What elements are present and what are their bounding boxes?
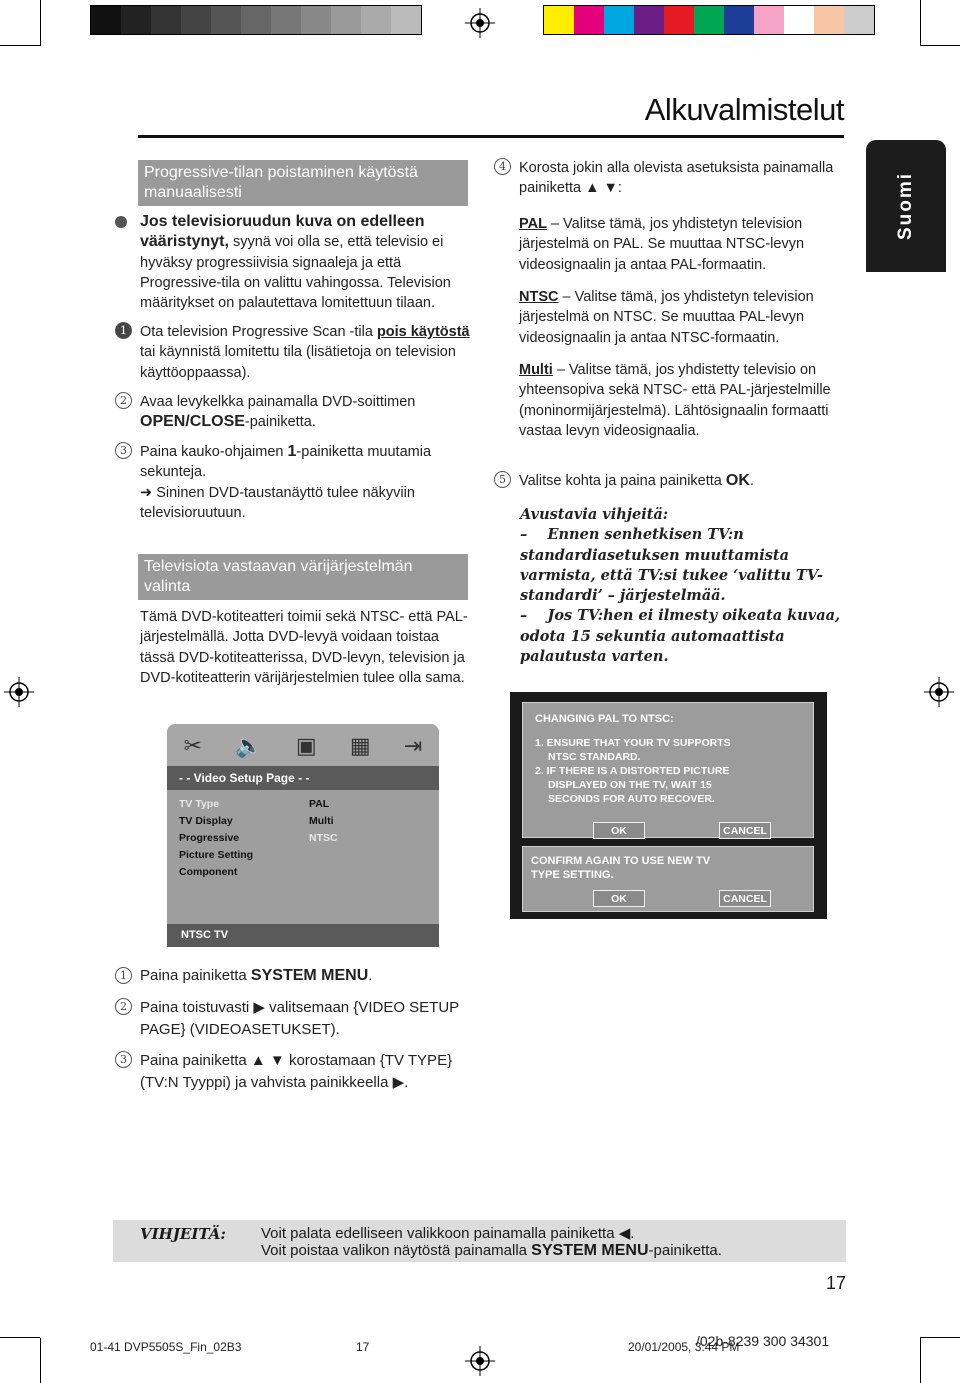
tip-2-text: Jos TV:hen ei ilmesty oikeata kuvaa, odota 15 sekuntia automaattista palautusta varten. — [520, 607, 841, 666]
step-2-icon: 2 — [115, 998, 132, 1015]
hints-line-2-text: Voit poistaa valikon näytöstä painamalla — [261, 1242, 532, 1259]
pal-text: – Valitse tämä, jos yhdistetyn television järjestelmä on PAL. Se muuttaa NTSC-levyn videosignaalin ja antaa PAL-formaatin. — [519, 216, 805, 273]
registration-mark-icon — [465, 8, 495, 38]
step-2-icon: 2 — [115, 392, 132, 409]
dialog-cancel-button[interactable]: CANCEL — [719, 822, 771, 839]
general-setup-tools-icon[interactable]: ✂ — [183, 733, 203, 758]
arrow-right-icon: ➜ — [140, 484, 157, 501]
step5-paragraph — [519, 471, 849, 491]
menu-value-pal[interactable]: PAL — [309, 798, 330, 810]
grayscale-color-bar — [90, 5, 422, 35]
bullet-icon — [115, 216, 127, 228]
language-tab-label: Suomi — [895, 171, 916, 241]
step2-text: Avaa levykelkka painamalla DVD-soittimen — [140, 394, 416, 410]
multi-option — [519, 360, 849, 441]
footer-filename: 01-41 DVP5505S_Fin_02B3 — [90, 1340, 242, 1354]
tips-title: Avustavia vihjeitä: — [520, 506, 669, 523]
step-1-icon: 1 — [115, 967, 132, 984]
step3-text: Paina kauko-ohjaimen — [140, 444, 288, 460]
menu-icon-row — [167, 724, 439, 768]
footer-code: /02b-8239 300 34301 — [696, 1333, 830, 1349]
dialog-line-2b: DISPLAYED ON THE TV, WAIT 15 — [548, 779, 712, 791]
page-title: Alkuvalmistelut — [644, 92, 844, 127]
step3-key: 1 — [287, 443, 297, 460]
bottom-step1-key: SYSTEM MENU — [250, 967, 369, 984]
cmyk-color-bar — [543, 5, 875, 35]
bullet-paragraph — [140, 212, 470, 313]
step5-text: Valitse kohta ja paina painiketta — [519, 473, 726, 489]
tips-box — [520, 505, 850, 667]
hints-line-1: Voit palata edelliseen valikkoon painamalla painiketta ◀. — [261, 1225, 635, 1242]
menu-item-tv-type[interactable]: TV Type — [179, 798, 220, 810]
exit-icon[interactable]: ⇥ — [403, 733, 423, 758]
ntsc-key: NTSC — [519, 289, 559, 305]
confirm-ok-button[interactable]: OK — [593, 890, 645, 907]
tip-2: – Jos TV:hen ei ilmesty oikeata kuvaa, odota 15 sekuntia automaattista palautusta varten. — [520, 607, 841, 666]
bottom-step3: Paina painiketta ▲ ▼ korostamaan {TV TYPE} (TV:N Tyyppi) ja vahvista painikkeella ▶. — [140, 1052, 453, 1091]
step1-key: pois käytöstä — [376, 324, 470, 340]
menu-item-component[interactable]: Component — [179, 866, 238, 878]
setup-menu-list — [167, 790, 439, 924]
page-number: 17 — [825, 1273, 846, 1293]
menu-value-ntsc[interactable]: NTSC — [309, 832, 338, 844]
menu-item-progressive[interactable]: Progressive — [179, 832, 240, 844]
ntsc-option — [519, 287, 849, 348]
section-heading-progressive: Progressive-tilan poistaminen käytöstä manuaalisesti — [138, 160, 468, 206]
step2-paragraph — [140, 392, 470, 433]
dialog-line-1: 1. ENSURE THAT YOUR TV SUPPORTS — [535, 737, 731, 749]
confirm-line-1: CONFIRM AGAIN TO USE NEW TV — [531, 855, 711, 867]
step2-key: OPEN/CLOSE — [140, 413, 245, 431]
bullet-text: syynä voi olla se, että televisio ei hyväksy progressiivisia signaaleja ja että Progressive-tila on valittu vahingossa. Television määritykset on palautettava lomitettuun tilaan. — [140, 234, 451, 312]
ntsc-text: – Valitse tämä, jos yhdistetyn television järjestelmä on NTSC. Se muuttaa PAL-levyn videosignaalin ja antaa NTSC-formaatin. — [519, 289, 814, 346]
dialog-line-2c: SECONDS FOR AUTO RECOVER. — [548, 793, 715, 805]
dialog-panel-changing — [522, 702, 814, 838]
menu-item-tv-display[interactable]: TV Display — [179, 815, 233, 827]
video-setup-page-bar: - - Video Setup Page - - — [167, 766, 439, 790]
pal-option — [519, 214, 849, 275]
bottom-step2: Paina toistuvasti ▶ valitsemaan {VIDEO SETUP PAGE} (VIDEOASETUKSET). — [140, 999, 459, 1038]
registration-mark-icon — [4, 677, 34, 707]
menu-status-footer: NTSC TV — [167, 924, 439, 947]
audio-speaker-icon[interactable]: 🔈 — [235, 733, 263, 758]
title-rule — [138, 135, 844, 138]
step1-paragraph — [140, 322, 470, 383]
dialog-title: CHANGING PAL TO NTSC: — [535, 713, 674, 725]
bottom-step1 — [140, 966, 470, 986]
footer-page: 17 — [356, 1340, 370, 1354]
bottom-step1-post: . — [368, 967, 373, 984]
hints-line-2-post: -painiketta. — [648, 1242, 722, 1259]
footer-date: 20/01/2005, 3:44 PM — [628, 1340, 740, 1354]
hints-line-2-key: SYSTEM MENU — [531, 1242, 649, 1259]
confirm-line-2: TYPE SETTING. — [531, 869, 614, 881]
step2-text-post: -painiketta. — [244, 414, 316, 431]
step-3-icon: 3 — [115, 442, 132, 459]
pal-key: PAL — [519, 216, 547, 232]
registration-mark-icon — [924, 677, 954, 707]
step-5-icon: 5 — [494, 471, 511, 488]
dialog-panel-confirm — [522, 846, 814, 912]
step4-text: Korosta jokin alla olevista asetuksista painamalla painiketta ▲ ▼: — [519, 160, 834, 197]
step3-result: Sininen DVD-taustanäyttö tulee näkyviin televisioruutuun. — [140, 484, 415, 521]
step-4-icon: 4 — [494, 158, 511, 175]
hints-line-2 — [261, 1242, 722, 1260]
video-setup-menu — [167, 724, 439, 947]
multi-key: Multi — [519, 362, 553, 378]
section-heading-color-system: Televisiota vastaavan värijärjestelmän valinta — [138, 554, 468, 600]
step5-post: . — [749, 473, 754, 489]
preference-icon[interactable]: ▦ — [349, 733, 371, 758]
tip-1: – Ennen senhetkisen TV:n standardiasetuksen muuttamista varmista, että TV:si tukee ‘valittu TV-standardi’ – järjestelmää. — [520, 526, 824, 605]
dialog-line-1b: NTSC STANDARD. — [548, 751, 641, 763]
tip-1-text: Ennen senhetkisen TV:n standardiasetuksen muuttamista varmista, että TV:si tukee ‘valittu TV-standardi’ – järjestelmää. — [520, 526, 824, 605]
dialog-ok-button[interactable]: OK — [593, 822, 645, 839]
step3-paragraph — [140, 442, 470, 523]
menu-value-multi[interactable]: Multi — [309, 815, 334, 827]
step1-text-post: tai käynnistä lomitettu tila (lisätietoja on television käyttöoppaassa). — [140, 344, 456, 381]
hints-label: VIHJEITÄ: — [140, 1225, 226, 1243]
registration-mark-icon — [465, 1346, 495, 1376]
multi-text: – Valitse tämä, jos yhdistetty televisio on yhteensopiva sekä NTSC- että PAL-järjestelmille (moninormijärjestelmä). Lähtösignaalin formaatti vastaa levyn videosignaalia. — [519, 362, 831, 439]
step-1-icon: 1 — [115, 322, 132, 339]
bullet-bold-text: Jos televisioruudun kuva on edelleen vääristynyt, — [140, 213, 425, 251]
hints-bar — [113, 1220, 846, 1262]
language-tab — [866, 140, 946, 272]
menu-item-picture-setting[interactable]: Picture Setting — [179, 849, 254, 861]
step3-text-post: -painiketta muutamia sekunteja. — [140, 444, 432, 481]
confirm-cancel-button[interactable]: CANCEL — [719, 890, 771, 907]
dialog-line-2: 2. IF THERE IS A DISTORTED PICTURE — [535, 765, 730, 777]
video-setup-icon[interactable]: ▣ — [295, 733, 317, 758]
step5-key: OK — [725, 472, 750, 489]
step-3-icon: 3 — [115, 1051, 132, 1068]
step1-text: Ota television Progressive Scan -tila — [140, 324, 377, 340]
bottom-step1-text: Paina painiketta — [140, 967, 251, 984]
color-system-intro: Tämä DVD-kotiteatteri toimii sekä NTSC- että PAL-järjestelmällä. Jotta DVD-levyä voidaan toistaa tässä DVD-kotiteatterissa, DVD-levyn, television ja DVD-kotiteatterin värijärjestelmien tulee olla sama. — [140, 609, 468, 686]
tv-type-change-dialog — [510, 692, 827, 919]
